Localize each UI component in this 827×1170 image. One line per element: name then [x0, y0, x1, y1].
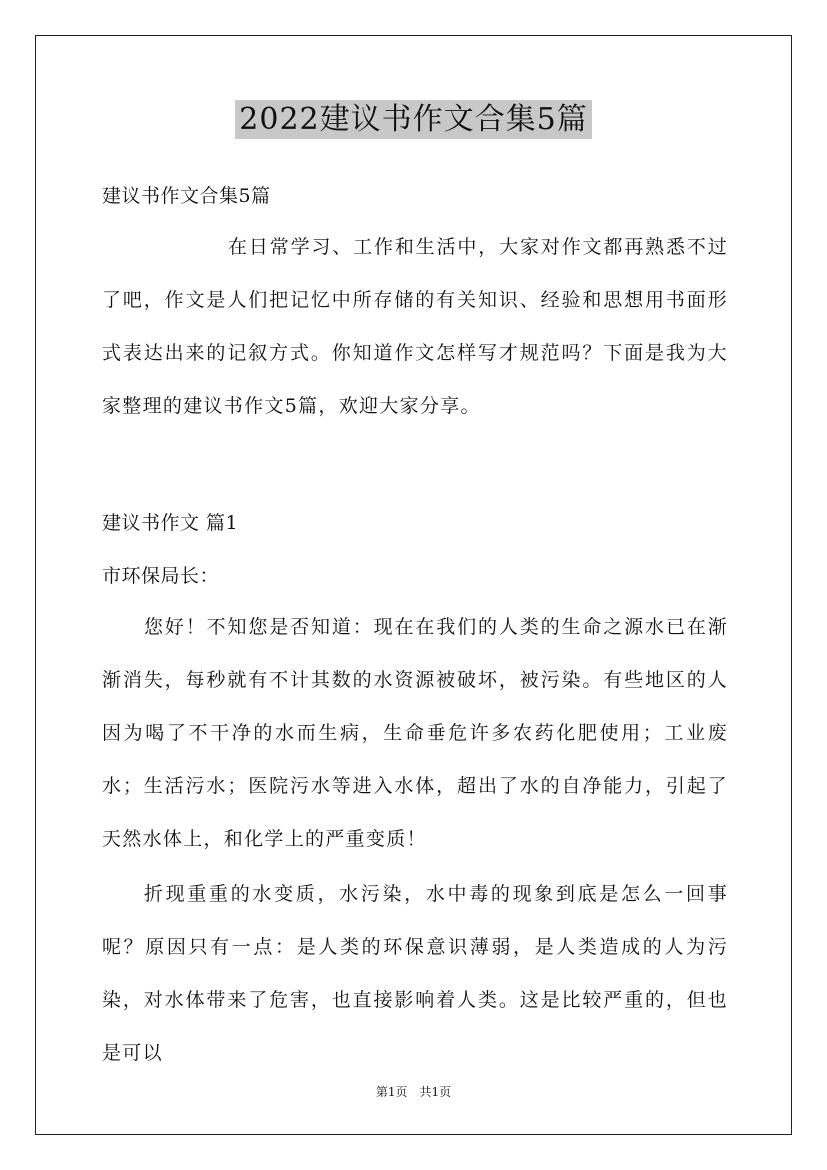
section-heading: 建议书作文 篇1 [102, 512, 239, 534]
subtitle: 建议书作文合集5篇 [102, 185, 271, 207]
body-paragraph-2: 折现重重的水变质，水污染，水中毒的现象到底是怎么一回事呢？原因只有一点：是人类的环保意识薄弱，是人类造成的人为污染，对水体带来了危害，也直接影响着人类。这是比较严重的，但也是可以 [102, 883, 728, 1064]
intro-paragraph: 在日常学习、工作和生活中，大家对作文都再熟悉不过了吧，作文是人们把记忆中所存储的有关知识、经验和思想用书面形式表达出来的记叙方式。你知道作文怎样写才规范吗？下面是我为大家整理的建议书作文5篇，欢迎大家分享。 [102, 236, 728, 417]
page-footer: 第1页 共1页 [375, 1085, 452, 1099]
body-paragraph-1: 您好！不知您是否知道：现在在我们的人类的生命之源水已在渐渐消失，每秒就有不计其数的水资源被破坏，被污染。有些地区的人因为喝了不干净的水而生病，生命垂危许多农药化肥使用；工业废水；生活污水；医院污水等进入水体，超出了水的自净能力，引起了天然水体上，和化学上的严重变质！ [102, 616, 728, 850]
document-title [0, 100, 827, 140]
document-title-text: 2022建议书作文合集5篇 [235, 100, 591, 139]
salutation: 市环保局长： [102, 565, 220, 587]
